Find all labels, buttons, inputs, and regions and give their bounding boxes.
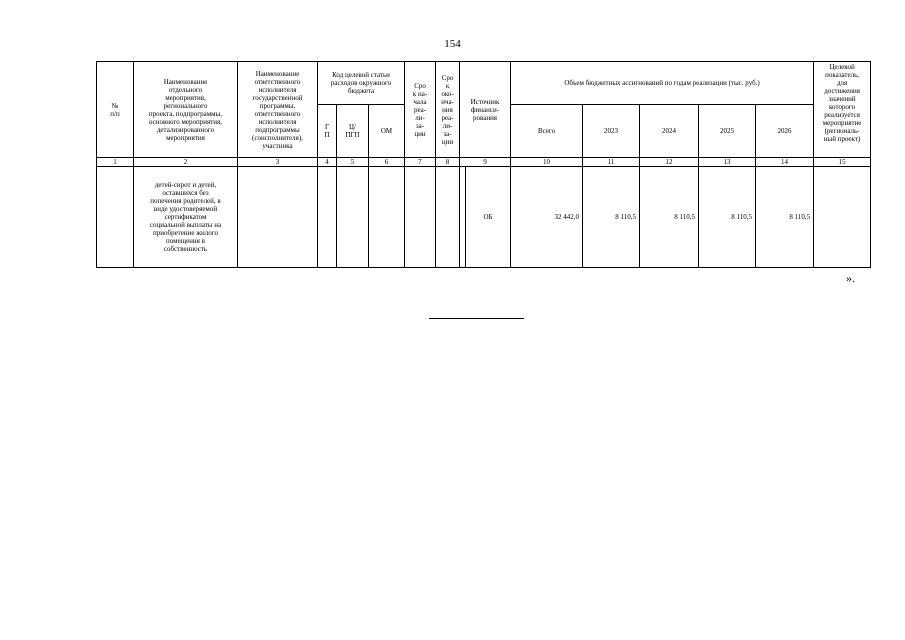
header-code-om: ОМ xyxy=(369,105,405,158)
column-number: 1 xyxy=(97,158,134,167)
header-name: Наименование отдельного мероприятия, регионального проекта, подпрограммы, основного мероприятия, детализированного мероприятия xyxy=(134,62,238,158)
header-volume-group: Объем бюджетных ассигнований по годам реализации (тыс. руб.) xyxy=(511,62,814,105)
header-end: Сро к око- нча- ния реа- ли- за- ции xyxy=(436,62,460,158)
cell-2023: 8 110,5 xyxy=(583,167,640,268)
column-number: 14 xyxy=(756,158,814,167)
column-number: 15 xyxy=(814,158,871,167)
header-source: Источник финанси- рования xyxy=(460,62,511,158)
header-total: Всего xyxy=(511,105,583,158)
header-num: № п/п xyxy=(97,62,134,158)
header-start: Сро к на- чала реа- ли- за- ции xyxy=(405,62,436,158)
cell-end xyxy=(436,167,460,268)
column-number: 13 xyxy=(699,158,756,167)
column-number: 12 xyxy=(640,158,699,167)
column-number: 8 xyxy=(436,158,460,167)
header-code-cpgp: Ц/ ПГП xyxy=(337,105,369,158)
column-number: 9 xyxy=(460,158,511,167)
header-year-2025: 2025 xyxy=(699,105,756,158)
cell-code-cpgp xyxy=(337,167,369,268)
cell-code-om xyxy=(369,167,405,268)
closing-quote-mark: ». xyxy=(846,271,855,285)
header-executor: Наименование ответственного исполнителя государственной программы, ответственного исполнителя подпрограммы (соисполнителя), участника xyxy=(238,62,318,158)
table-row xyxy=(97,167,871,268)
header-year-2024: 2024 xyxy=(640,105,699,158)
column-number: 4 xyxy=(318,158,337,167)
cell-executor xyxy=(238,167,318,268)
cell-event-name: детей-сирот и детей, оставшихся без попечения родителей, в виде удостоверяемой сертификатом социальной выплаты на приобретение жилого помещения в собственность xyxy=(134,167,238,268)
cell-total: 32 442,0 xyxy=(511,167,583,268)
cell-2026: 8 110,5 xyxy=(756,167,814,268)
cell-2024: 8 110,5 xyxy=(640,167,699,268)
cell-target xyxy=(814,167,871,268)
cell-code-gp xyxy=(318,167,337,268)
header-code-gp: Г П xyxy=(318,105,337,158)
column-number: 2 xyxy=(134,158,238,167)
column-number: 6 xyxy=(369,158,405,167)
column-number: 7 xyxy=(405,158,436,167)
column-number: 5 xyxy=(337,158,369,167)
budget-allocation-table xyxy=(96,61,871,268)
header-year-2023: 2023 xyxy=(583,105,640,158)
header-year-2026: 2026 xyxy=(756,105,814,158)
cell-source: ОБ xyxy=(466,167,511,268)
column-number: 11 xyxy=(583,158,640,167)
divider-line xyxy=(429,318,524,319)
cell-start xyxy=(405,167,436,268)
column-number: 3 xyxy=(238,158,318,167)
column-number: 10 xyxy=(511,158,583,167)
header-code-group: Код целевой статьи расходов окружного бюджета xyxy=(318,62,405,105)
cell-num xyxy=(97,167,134,268)
page-number: 154 xyxy=(444,38,461,50)
cell-2025: 8 110,5 xyxy=(699,167,756,268)
header-target: Целевой показатель, для достижения значений которого реализуется мероприятие (региональ- ный проект) xyxy=(814,62,871,158)
